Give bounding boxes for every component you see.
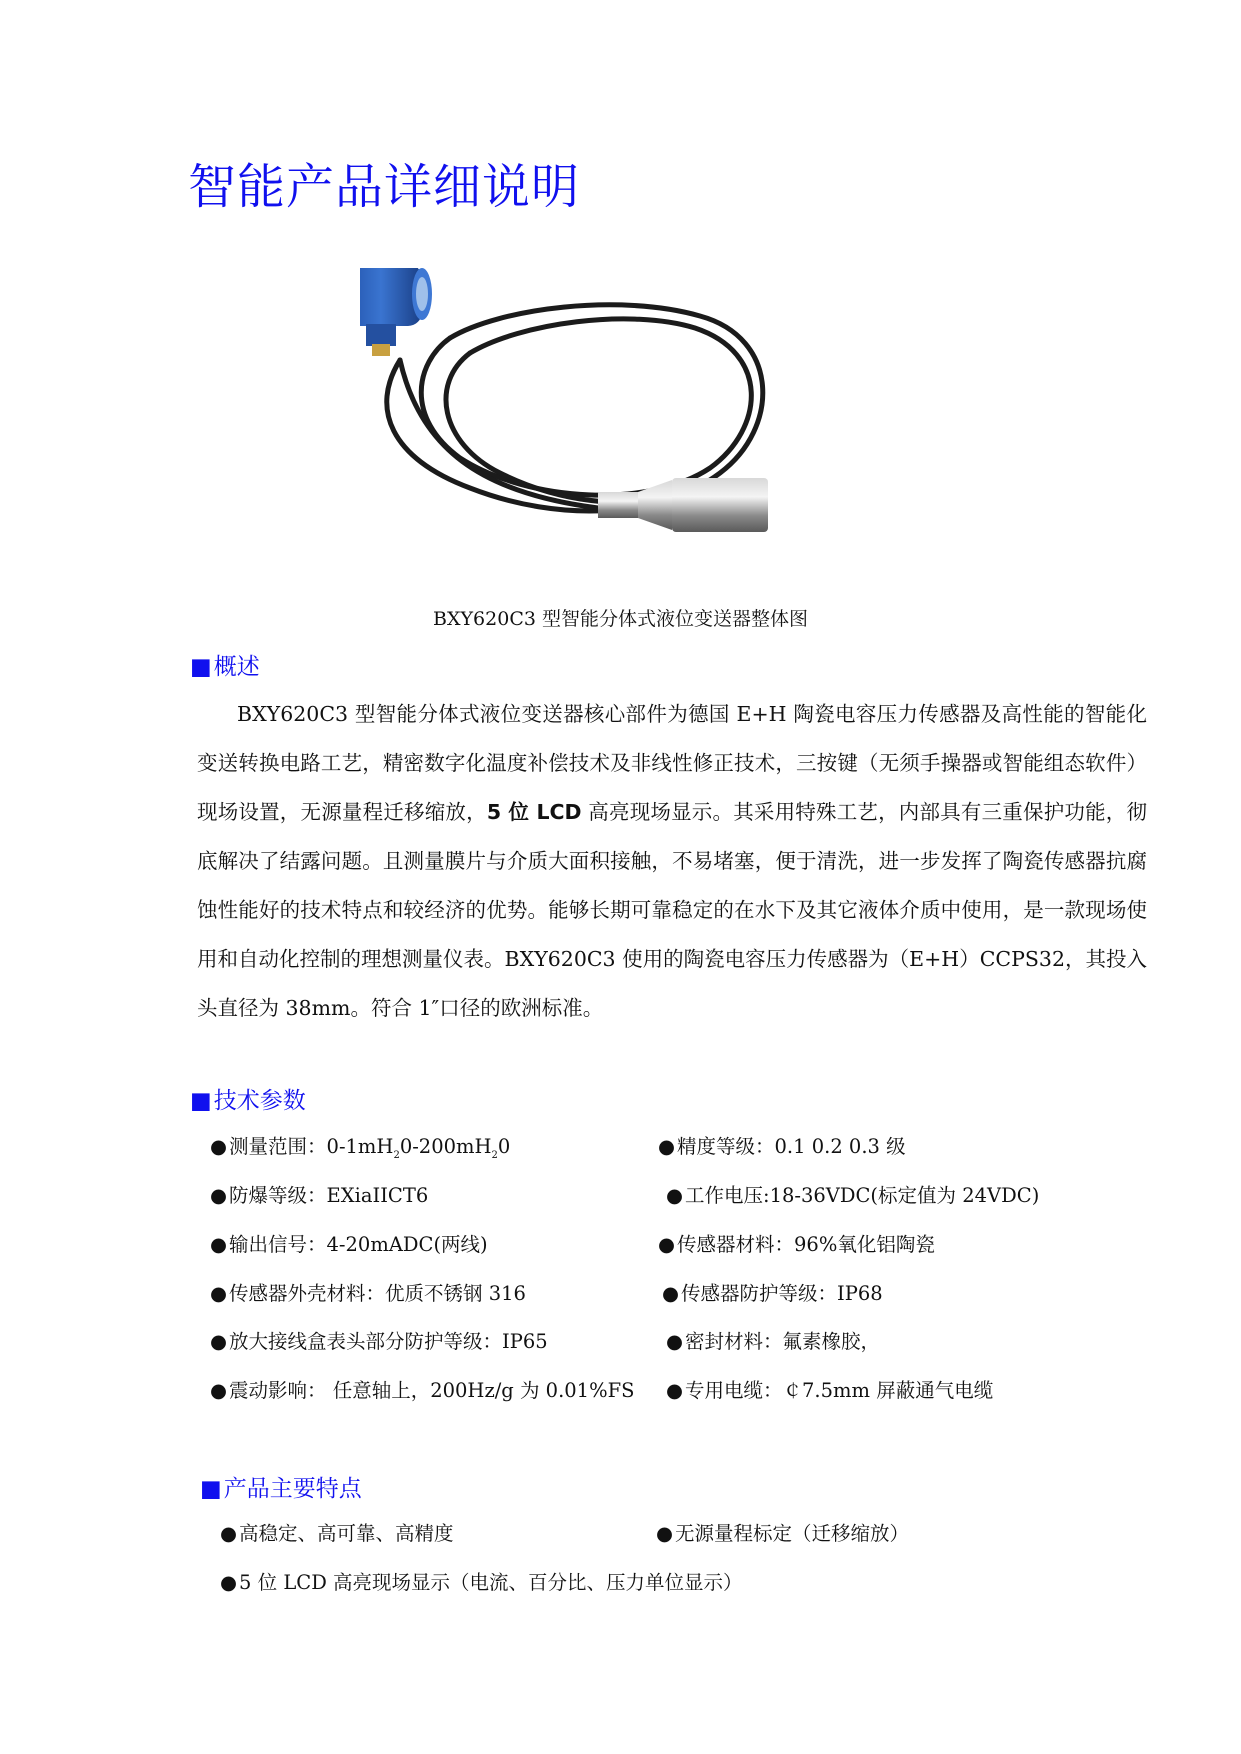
bullet-icon: ● xyxy=(210,1135,228,1158)
spec-explosion: ● 防爆等级：EXiaIICT6 xyxy=(210,1184,429,1207)
spec-shell-material: ● 传感器外壳材料：优质不锈钢 316 xyxy=(210,1282,526,1305)
bullet-icon: ● xyxy=(210,1233,228,1256)
spec-cable: ● 专用电缆：￠7.5mm 屏蔽通气电缆 xyxy=(666,1379,994,1402)
square-bullet-icon: ■ xyxy=(190,1088,212,1114)
feature-item: ● 5 位 LCD 高亮现场显示（电流、百分比、压力单位显示） xyxy=(220,1571,743,1594)
bullet-icon: ● xyxy=(210,1184,228,1207)
transmitter-head xyxy=(360,268,432,356)
probe xyxy=(598,478,768,532)
overview-paragraph: BXY620C3 型智能分体式液位变送器核心部件为德国 E+H 陶瓷电容压力传感器及高性能的智能化变送转换电路工艺，精密数字化温度补偿技术及非线性修正技术，三按键（无须手操器或智能组态软件）现场设置，无源量程迁移缩放，5 位 LCD 高亮现场显示。其采用特殊工艺，内部具有三重保护功能，彻底解决了结露问题。且测量膜片与介质大面积接触，不易堵塞，便于清洗，进一步发挥了陶瓷传感器抗腐蚀性能好的技术特点和较经济的优势。能够长期可靠稳定的在水下及其它液体介质中使用，是一款现场使用和自动化控制的理想测量仪表。BXY620C3 使用的陶瓷电容压力传感器为（E+H）CCPS32，其投入头直径为 38mm。符合 1″口径的欧洲标准。 xyxy=(197,702,1148,1020)
spec-accuracy: ● 精度等级：0.1 0.2 0.3 级 xyxy=(658,1135,906,1158)
spec-voltage: ● 工作电压:18-36VDC(标定值为 24VDC) xyxy=(666,1184,1040,1207)
spec-output: ● 输出信号：4-20mADC(两线) xyxy=(210,1233,488,1256)
bullet-icon: ● xyxy=(666,1379,684,1402)
overview-heading: ■概述 xyxy=(190,654,260,680)
feature-item: ● 高稳定、高可靠、高精度 xyxy=(220,1522,454,1545)
bullet-icon: ● xyxy=(656,1522,674,1545)
bullet-icon: ● xyxy=(666,1330,684,1353)
spec-range: ● 测量范围：$0-1mH_20-200mH_20$ xyxy=(210,1135,511,1161)
square-bullet-icon: ■ xyxy=(190,654,212,680)
bullet-icon: ● xyxy=(210,1330,228,1353)
bullet-icon: ● xyxy=(662,1282,680,1305)
product-photo xyxy=(360,268,820,588)
figure-caption: BXY620C3 型智能分体式液位变送器整体图 xyxy=(433,608,808,630)
spec-sensor-material: ● 传感器材料：96%氧化铝陶瓷 xyxy=(658,1233,935,1256)
bullet-icon: ● xyxy=(210,1282,228,1305)
spec-vibration: ● 震动影响： 任意轴上，200Hz/g 为 0.01%FS xyxy=(210,1379,635,1402)
bullet-icon: ● xyxy=(220,1571,238,1594)
bullet-icon: ● xyxy=(658,1135,676,1158)
tech-heading: ■技术参数 xyxy=(190,1088,306,1114)
feature-item: ● 无源量程标定（迁移缩放） xyxy=(656,1522,910,1545)
spec-box-protection: ● 放大接线盒表头部分防护等级：IP65 xyxy=(210,1330,548,1353)
spec-sensor-protection: ● 传感器防护等级：IP68 xyxy=(662,1282,883,1305)
bullet-icon: ● xyxy=(220,1522,238,1545)
bullet-icon: ● xyxy=(658,1233,676,1256)
bullet-icon: ● xyxy=(666,1184,684,1207)
bullet-icon: ● xyxy=(210,1379,228,1402)
features-heading: ■产品主要特点 xyxy=(200,1476,362,1502)
spec-seal: ● 密封材料：氟素橡胶， xyxy=(666,1330,881,1353)
page-title: 智能产品详细说明 xyxy=(188,159,581,215)
square-bullet-icon: ■ xyxy=(200,1476,222,1502)
